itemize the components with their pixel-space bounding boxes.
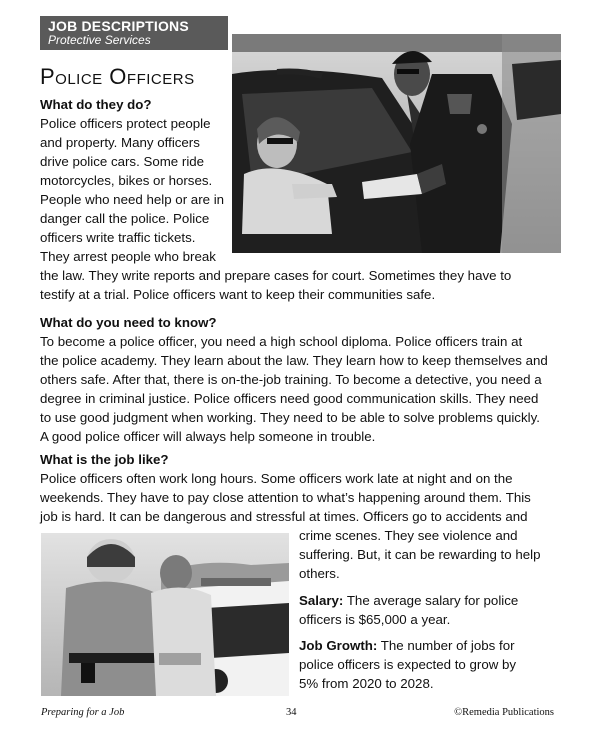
- subcategory-label: Protective Services: [48, 33, 151, 47]
- growth-text-line: police officers is expected to grow by: [299, 657, 517, 672]
- footer-publisher: ©Remedia Publications: [454, 707, 554, 718]
- growth-label: Job Growth:: [299, 638, 378, 653]
- salary-label: Salary:: [299, 593, 344, 608]
- category-label: JOB DESCRIPTIONS: [48, 18, 189, 34]
- text-line: job is hard. It can be dangerous and stressful at times. Officers go to accidents and: [40, 509, 528, 524]
- text-line: drive police cars. Some ride: [40, 154, 205, 169]
- text-line: others.: [299, 566, 340, 581]
- growth-line: [299, 636, 559, 655]
- text-line: and property. Many officers: [40, 135, 200, 150]
- text-line: officers write traffic tickets.: [40, 230, 196, 245]
- salary-value-line: officers is $65,000 a year.: [299, 612, 451, 627]
- footer-book-title: Preparing for a Job: [41, 707, 125, 718]
- text-line: the law. They write reports and prepare cases for court. Sometimes they have to: [40, 268, 512, 283]
- text-line: testify at a trial. Police officers want to keep their communities safe.: [40, 287, 436, 302]
- text-line: others safe. After that, there is on-the-job training. To become a detective, you need a: [40, 372, 542, 387]
- text-line: Police officers often work long hours. Some officers work late at night and on the: [40, 471, 513, 486]
- text-line: crime scenes. They see violence and: [299, 528, 518, 543]
- page-number: 34: [286, 707, 297, 718]
- text-line: Police officers protect people: [40, 116, 211, 131]
- text-line: weekends. They have to pay close attention to what’s happening around them. This: [40, 490, 531, 505]
- text-line: motorcycles, bikes or horses.: [40, 173, 213, 188]
- section-heading-job-like: What is the job like?: [40, 452, 169, 467]
- text-line: to use good judgment when working. They need to be able to solve problems quickly.: [40, 410, 540, 425]
- text-line: A good police officer will always help someone in trouble.: [40, 429, 376, 444]
- text-line: danger call the police. Police: [40, 211, 210, 226]
- growth-text-line: 5% from 2020 to 2028.: [299, 676, 434, 691]
- category-header: [40, 16, 228, 50]
- police-traffic-stop-photo: [232, 34, 561, 253]
- section-heading-requirements: What do you need to know?: [40, 315, 217, 330]
- text-line: They arrest people who break: [40, 249, 216, 264]
- section-heading-duties: What do they do?: [40, 97, 152, 112]
- text-line: suffering. But, it can be rewarding to help: [299, 547, 541, 562]
- text-line: the police academy. They learn about the law. They learn how to keep themselves and: [40, 353, 548, 368]
- salary-line: [299, 591, 559, 610]
- text-line: People who need help or are in: [40, 192, 225, 207]
- police-arrest-photo: [41, 533, 289, 696]
- salary-text: The average salary for police: [343, 593, 519, 608]
- text-line: To become a police officer, you need a high school diploma. Police officers train at: [40, 334, 523, 349]
- growth-text: The number of jobs for: [377, 638, 515, 653]
- text-line: degree in criminal justice. Police officers need good communication skills. They need: [40, 391, 539, 406]
- page-title: Police Officers: [40, 64, 195, 89]
